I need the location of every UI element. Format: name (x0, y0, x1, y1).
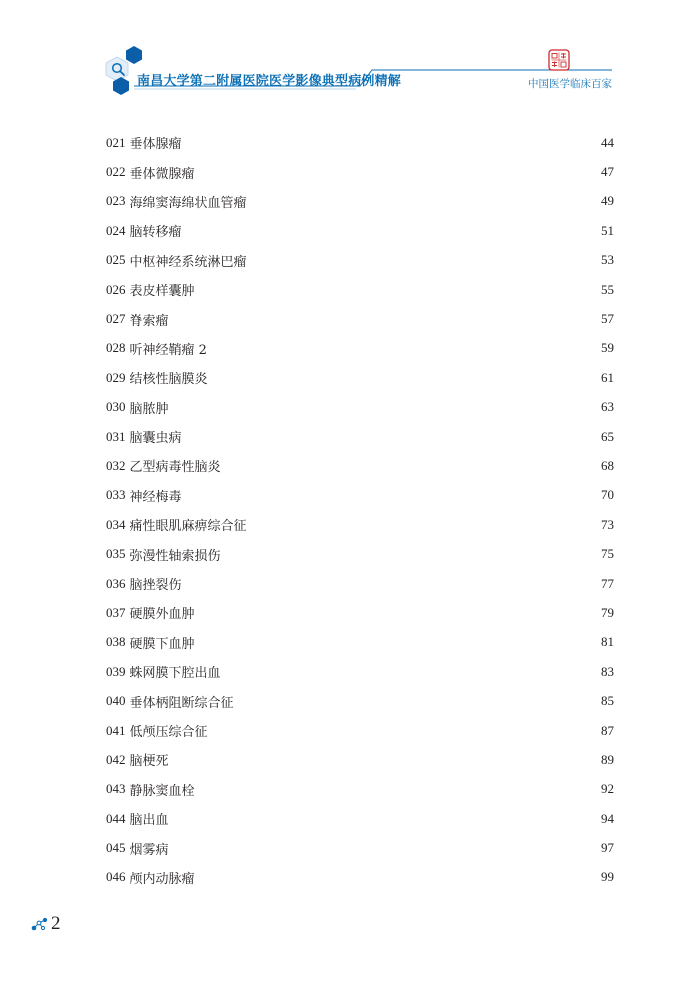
page-footer (30, 912, 61, 936)
toc-entry-number: 029 (106, 369, 126, 385)
toc-entry-number: 035 (106, 546, 126, 562)
toc-entry-number: 025 (106, 252, 126, 268)
toc-entry-label (106, 192, 247, 211)
toc-entry[interactable] (106, 363, 614, 392)
toc-entry-title: 脊索瘤 (129, 313, 169, 329)
toc-entry-label (106, 486, 182, 505)
toc-entry-number: 045 (106, 840, 126, 856)
toc-entry-page: 57 (601, 311, 614, 327)
toc-entry-label (106, 456, 221, 475)
page-number: 2 (51, 913, 61, 934)
toc-entry-label (106, 339, 207, 358)
toc-entry-page: 70 (601, 487, 614, 503)
toc-entry-label (106, 133, 182, 152)
toc-entry[interactable] (106, 128, 614, 157)
header-decoration (0, 0, 700, 110)
toc-entry-title: 脑囊虫病 (129, 431, 182, 447)
toc-entry-page: 92 (601, 781, 614, 797)
toc-entry-label (106, 545, 221, 564)
toc-entry-page: 79 (601, 604, 614, 620)
toc-entry[interactable] (106, 481, 614, 510)
toc-entry-label (106, 839, 169, 858)
table-of-contents (106, 128, 614, 892)
toc-entry-title: 脑挫裂伤 (129, 578, 182, 594)
toc-entry-title: 表皮样囊肿 (129, 284, 195, 300)
toc-entry-label (106, 221, 182, 240)
toc-entry[interactable] (106, 804, 614, 833)
toc-entry-page: 73 (601, 516, 614, 532)
toc-entry-page: 55 (601, 281, 614, 297)
toc-entry-label (106, 809, 169, 828)
toc-entry-page: 83 (601, 663, 614, 679)
toc-entry-label (106, 398, 169, 417)
toc-entry-title: 垂体柄阻断综合征 (129, 695, 234, 711)
toc-entry-title: 听神经鞘瘤 2 (129, 342, 207, 358)
toc-entry[interactable] (106, 275, 614, 304)
toc-entry-label (106, 310, 169, 329)
toc-entry[interactable] (106, 716, 614, 745)
toc-entry-number: 043 (106, 781, 126, 797)
toc-entry-label (106, 251, 247, 270)
toc-entry[interactable] (106, 657, 614, 686)
toc-entry-page: 99 (601, 869, 614, 885)
toc-entry-page: 68 (601, 457, 614, 473)
toc-entry-number: 024 (106, 222, 126, 238)
toc-entry-number: 034 (106, 516, 126, 532)
toc-entry-page: 47 (601, 164, 614, 180)
toc-entry[interactable] (106, 157, 614, 186)
toc-entry-number: 031 (106, 428, 126, 444)
toc-entry-label (106, 163, 195, 182)
toc-entry[interactable] (106, 686, 614, 715)
toc-entry-page: 85 (601, 693, 614, 709)
toc-entry-page: 89 (601, 751, 614, 767)
toc-entry-page: 63 (601, 399, 614, 415)
toc-entry-number: 041 (106, 722, 126, 738)
toc-entry-number: 026 (106, 281, 126, 297)
toc-entry[interactable] (106, 304, 614, 333)
toc-entry-label (106, 368, 208, 387)
toc-entry-page: 49 (601, 193, 614, 209)
toc-entry-number: 032 (106, 457, 126, 473)
toc-entry-page: 61 (601, 369, 614, 385)
toc-entry[interactable] (106, 187, 614, 216)
toc-entry-label (106, 692, 234, 711)
toc-entry[interactable] (106, 863, 614, 892)
toc-entry-label (106, 750, 169, 769)
toc-entry-number: 039 (106, 663, 126, 679)
toc-entry-number: 038 (106, 634, 126, 650)
toc-entry[interactable] (106, 246, 614, 275)
toc-entry[interactable] (106, 393, 614, 422)
seal-stamp-icon (548, 49, 570, 71)
toc-entry-title: 低颅压综合征 (129, 725, 208, 740)
toc-entry-number: 036 (106, 575, 126, 591)
toc-entry-title: 静脉窦血栓 (129, 783, 195, 799)
toc-entry[interactable] (106, 775, 614, 804)
toc-entry[interactable] (106, 628, 614, 657)
series-name: 中国医学临床百家 (528, 78, 612, 90)
toc-entry-title: 海绵窦海绵状血管瘤 (129, 195, 247, 211)
toc-entry-number: 028 (106, 340, 126, 356)
toc-entry-label (106, 868, 195, 887)
toc-entry-page: 81 (601, 634, 614, 650)
toc-entry-label (106, 603, 195, 622)
toc-entry-page: 65 (601, 428, 614, 444)
toc-entry-title: 中枢神经系统淋巴瘤 (129, 254, 247, 270)
toc-entry-title: 垂体微腺瘤 (129, 166, 195, 182)
toc-entry[interactable] (106, 569, 614, 598)
toc-entry-number: 021 (106, 134, 126, 150)
toc-entry-label (106, 574, 182, 593)
toc-entry[interactable] (106, 833, 614, 862)
toc-entry-page: 51 (601, 222, 614, 238)
toc-entry-label (106, 427, 182, 446)
toc-entry-title: 硬膜外血肿 (129, 607, 195, 623)
toc-entry-title: 结核性脑膜炎 (129, 372, 208, 388)
toc-entry-number: 037 (106, 604, 126, 620)
toc-entry-title: 神经梅毒 (129, 489, 182, 505)
toc-entry-page: 94 (601, 810, 614, 826)
toc-entry-number: 040 (106, 693, 126, 709)
toc-entry-label (106, 721, 208, 740)
toc-entry[interactable] (106, 422, 614, 451)
toc-entry[interactable] (106, 745, 614, 774)
toc-entry-title: 脑出血 (129, 813, 169, 829)
toc-entry[interactable] (106, 216, 614, 245)
toc-entry-number: 042 (106, 751, 126, 767)
toc-entry[interactable] (106, 539, 614, 568)
toc-entry-title: 蛛网膜下腔出血 (129, 666, 221, 682)
toc-entry-page: 87 (601, 722, 614, 738)
toc-entry-number: 022 (106, 164, 126, 180)
toc-entry-page: 97 (601, 840, 614, 856)
book-title: 南昌大学第二附属医院医学影像典型病例精解 (137, 74, 402, 89)
toc-entry-page: 59 (601, 340, 614, 356)
toc-entry-title: 脑转移瘤 (129, 225, 182, 241)
toc-entry-number: 044 (106, 810, 126, 826)
toc-entry-title: 弥漫性轴索损伤 (129, 548, 221, 564)
toc-entry-label (106, 780, 195, 799)
toc-entry-page: 53 (601, 252, 614, 268)
page-header (0, 0, 700, 110)
toc-entry-page: 77 (601, 575, 614, 591)
toc-entry-label (106, 280, 195, 299)
toc-entry-title: 烟雾病 (129, 842, 169, 858)
toc-entry-label (106, 633, 195, 652)
toc-entry-number: 023 (106, 193, 126, 209)
toc-entry-title: 痛性眼肌麻痹综合征 (129, 519, 247, 535)
toc-entry[interactable] (106, 510, 614, 539)
toc-entry-title: 硬膜下血肿 (129, 636, 195, 652)
toc-entry-number: 046 (106, 869, 126, 885)
toc-entry[interactable] (106, 451, 614, 480)
toc-entry-number: 030 (106, 399, 126, 415)
toc-entry-title: 垂体腺瘤 (129, 137, 182, 153)
toc-entry-label (106, 662, 221, 681)
toc-entry-title: 乙型病毒性脑炎 (129, 460, 221, 476)
toc-entry-title: 脑脓肿 (129, 401, 169, 417)
toc-entry-label (106, 515, 247, 534)
toc-entry-title: 脑梗死 (129, 754, 169, 770)
toc-entry-number: 033 (106, 487, 126, 503)
toc-entry-page: 75 (601, 546, 614, 562)
toc-entry[interactable] (106, 598, 614, 627)
molecule-icon (30, 916, 50, 932)
toc-entry-title: 颅内动脉瘤 (129, 871, 195, 887)
toc-entry-page: 44 (601, 134, 614, 150)
toc-entry-number: 027 (106, 311, 126, 327)
toc-entry[interactable] (106, 334, 614, 363)
